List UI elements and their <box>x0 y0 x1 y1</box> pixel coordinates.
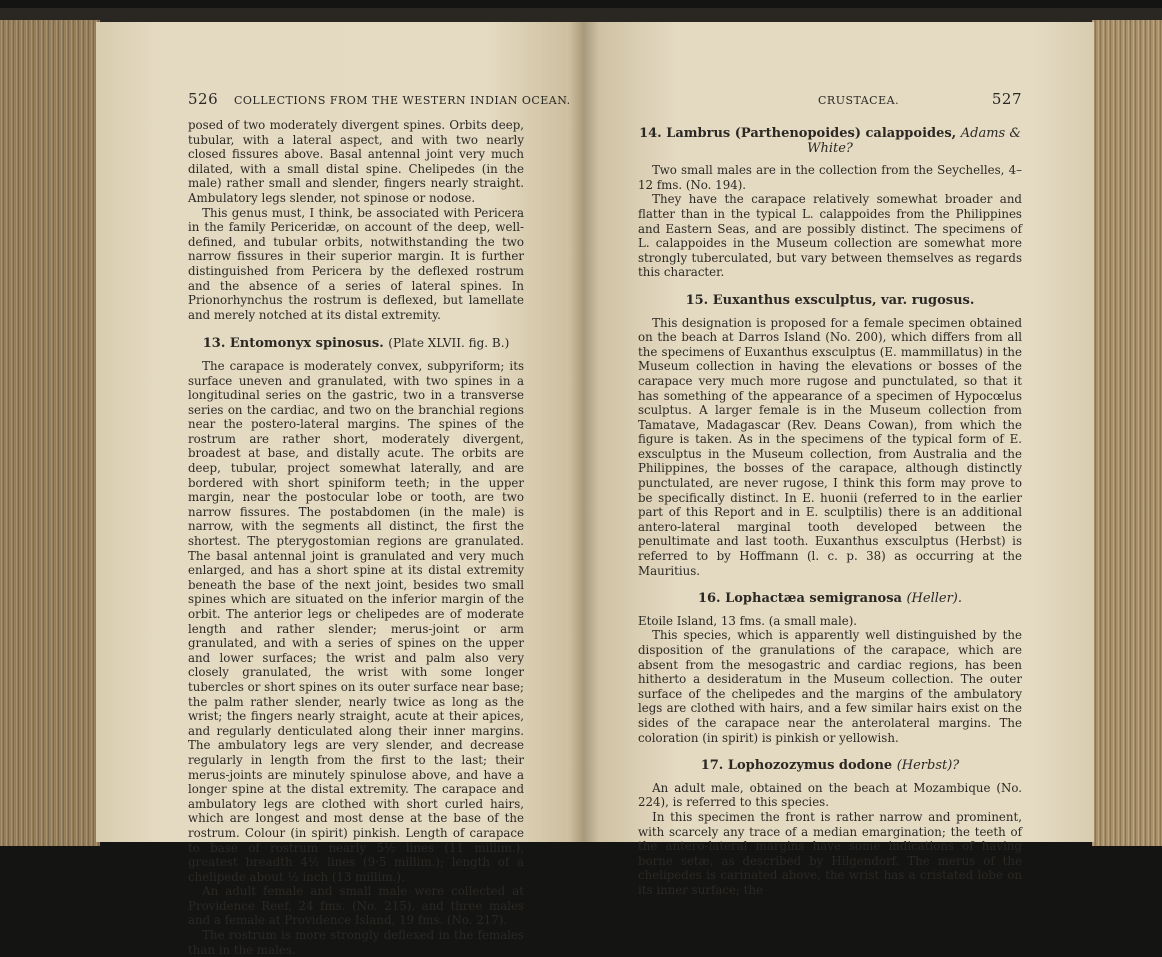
paragraph: Etoile Island, 13 fms. (a small male). <box>638 613 858 628</box>
plate-reference: (Plate XLVII. fig. B.) <box>388 336 510 351</box>
section-title: 15. Euxanthus exsculptus, var. rugosus. <box>685 292 975 308</box>
section-heading-16 <box>638 592 1022 607</box>
right-running-title: CRUSTACEA. <box>818 94 900 107</box>
section-heading-15 <box>638 294 1022 309</box>
section-authority: (Herbst)? <box>896 758 960 774</box>
section-heading-17 <box>638 759 1022 774</box>
section-title: 13. Entomonyx spinosus. <box>202 336 384 352</box>
paragraph: In this specimen the front is rather narrow and prominent, with scarcely any trace of a median emargination; the teeth of the antero-lateral margins have some indications of having borne setæ, as described by Hilgendorf. The merus of the chelipedes is carinated above, the wrist has a cristated lobe on its inner surface; the <box>638 809 1022 897</box>
section-authority: (Heller). <box>906 591 963 607</box>
paragraph: This designation is proposed for a female specimen obtained on the beach at Darros Island (No. 200), which differs from all the specimens of Euxanthus exsculptus (E. mammillatus) in the Museum collection in having the elevations or bosses of the carapace very much more rugose and punctulated, so that it has something of the appearance of a specimen of Hypocœlus sculptus. A larger female is in the Museum collection from Tamatave, Madagascar (Rev. Deans Cowan), from which the figure is taken. As in the specimens of the typical form of E. exsculptus in the Museum collection, from Australia and the Philippines, the bosses of the carapace, although distinctly punctulated, are never rugose, I think this form may prove to be specifically distinct. In E. huonii (referred to in the earlier part of this Report and in E. sculptilis) there is an additional antero-lateral marginal tooth developed between the penultimate and last tooth. Euxanthus exsculptus (Herbst) is referred to by Hoffmann (l. c. p. 38) as occurring at the Mauritius. <box>638 315 1022 578</box>
left-page-body <box>188 118 524 957</box>
section-title: 17. Lophozozymus dodone <box>700 758 893 774</box>
left-running-title: COLLECTIONS FROM THE WESTERN INDIAN OCEAN. <box>234 94 571 107</box>
right-page <box>584 22 1094 897</box>
page-edges-left <box>0 20 100 846</box>
section-title: 16. Lophactæa semigranosa <box>697 591 902 607</box>
paragraph: The carapace is moderately convex, subpyriform; its surface uneven and granulated, with two spines in a longitudinal series on the gastric, two in a transverse series on the cardiac, and two on the branchial regions near the postero-lateral margins. The spines of the rostrum are rather short, moderately divergent, broadest at base, and distally acute. The orbits are deep, tubular, project somewhat laterally, and are bordered with short spiniform teeth; in the upper margin, near the postocular lobe or tooth, are two narrow fissures. The postabdomen (in the male) is narrow, with the segments all distinct, the first the shortest. The pterygostomian regions are granulated. The basal antennal joint is granulated and very much enlarged, and has a short spine at its distal extremity beneath the base of the next joint, besides two small spines which are situated on the inferior margin of the orbit. The anterior legs or chelipedes are of moderate length and rather slender; merus-joint or arm granulated, and with a series of spines on the upper and lower surfaces; the wrist and palm also very closely granulated, the wrist with some longer tubercles or short spines on its outer surface near base; the palm rather slender, nearly twice as long as the wrist; the fingers nearly straight, acute at their apices, and regularly denticulated along their inner margins. The ambulatory legs are very slender, and decrease regularly in length from the first to the last; their merus-joints are minutely spinulose above, and have a longer spine at the distal extremity. The carapace and ambulatory legs are clothed with short curled hairs, which are longest and most dense at the base of the rostrum. Colour (in spirit) pinkish. Length of carapace to base of rostrum nearly 5½ lines (11 millim.), greatest breadth 4½ lines (9·5 millim.); length of a chelipede about ½ inch (13 millim.). <box>188 358 525 884</box>
right-page-number: 527 <box>991 90 1022 108</box>
section-title: 14. Lambrus (Parthenopoides) calappoides, <box>639 126 957 141</box>
paragraph: Two small males are in the collection from the Seychelles, 4–12 fms. (No. 194). <box>638 163 1022 192</box>
paragraph: posed of two moderately divergent spines. Orbits deep, tubular, with a lateral aspect, and with two nearly closed fissures above. Basal antennal joint very much dilated, with a small distal spine. Chelipedes (in the male) rather small and slender, fingers nearly straight. Ambulatory legs slender, not spinose or nodose. <box>188 118 524 205</box>
left-page-number: 526 <box>188 90 219 108</box>
page-edges-right <box>1092 20 1162 846</box>
section-authority: Adams & White? <box>807 126 1021 156</box>
paragraph: This genus must, I think, be associated with Pericera in the family Periceridæ, on account of the deep, well-defined, and tubular orbits, notwithstanding the two narrow fissures in their superior margin. It is further distinguished from Pericera by the deflexed rostrum and the absence of a series of lateral spines. In Prionorhynchus the rostrum is deflexed, but lamellate and merely notched at its distal extremity. <box>188 205 524 322</box>
section-heading-13 <box>188 336 524 352</box>
right-page-body <box>638 127 1022 898</box>
paragraph: An adult male, obtained on the beach at Mozambique (No. 224), is referred to this species. <box>638 780 1022 810</box>
paragraph: An adult female and small male were collected at Providence Reef, 24 fms. (No. 215), and three males and a female at Providence Island, 19 fms. (No. 217). <box>188 884 524 928</box>
left-page <box>96 22 584 957</box>
paragraph: The rostrum is more strongly deflexed in the females than in the males. <box>188 928 524 957</box>
section-heading-14 <box>638 127 1022 156</box>
paragraph: They have the carapace relatively somewhat broader and flatter than in the typical L. calappoides from the Philippines and Eastern Seas, and are possibly distinct. The specimens of L. calappoides in the Museum collection are somewhat more strongly tuberculated, but vary between themselves as regards this character. <box>638 192 1022 280</box>
paragraph: This species, which is apparently well distinguished by the disposition of the granulations of the carapace, which are absent from the mesogastric and cardiac regions, has been hitherto a desideratum in the Museum collection. The outer surface of the chelipedes and the margins of the ambulatory legs are clothed with hairs, and a few similar hairs exist on the sides of the carapace near the anterolateral margins. The coloration (in spirit) is pinkish or yellowish. <box>638 628 1022 745</box>
